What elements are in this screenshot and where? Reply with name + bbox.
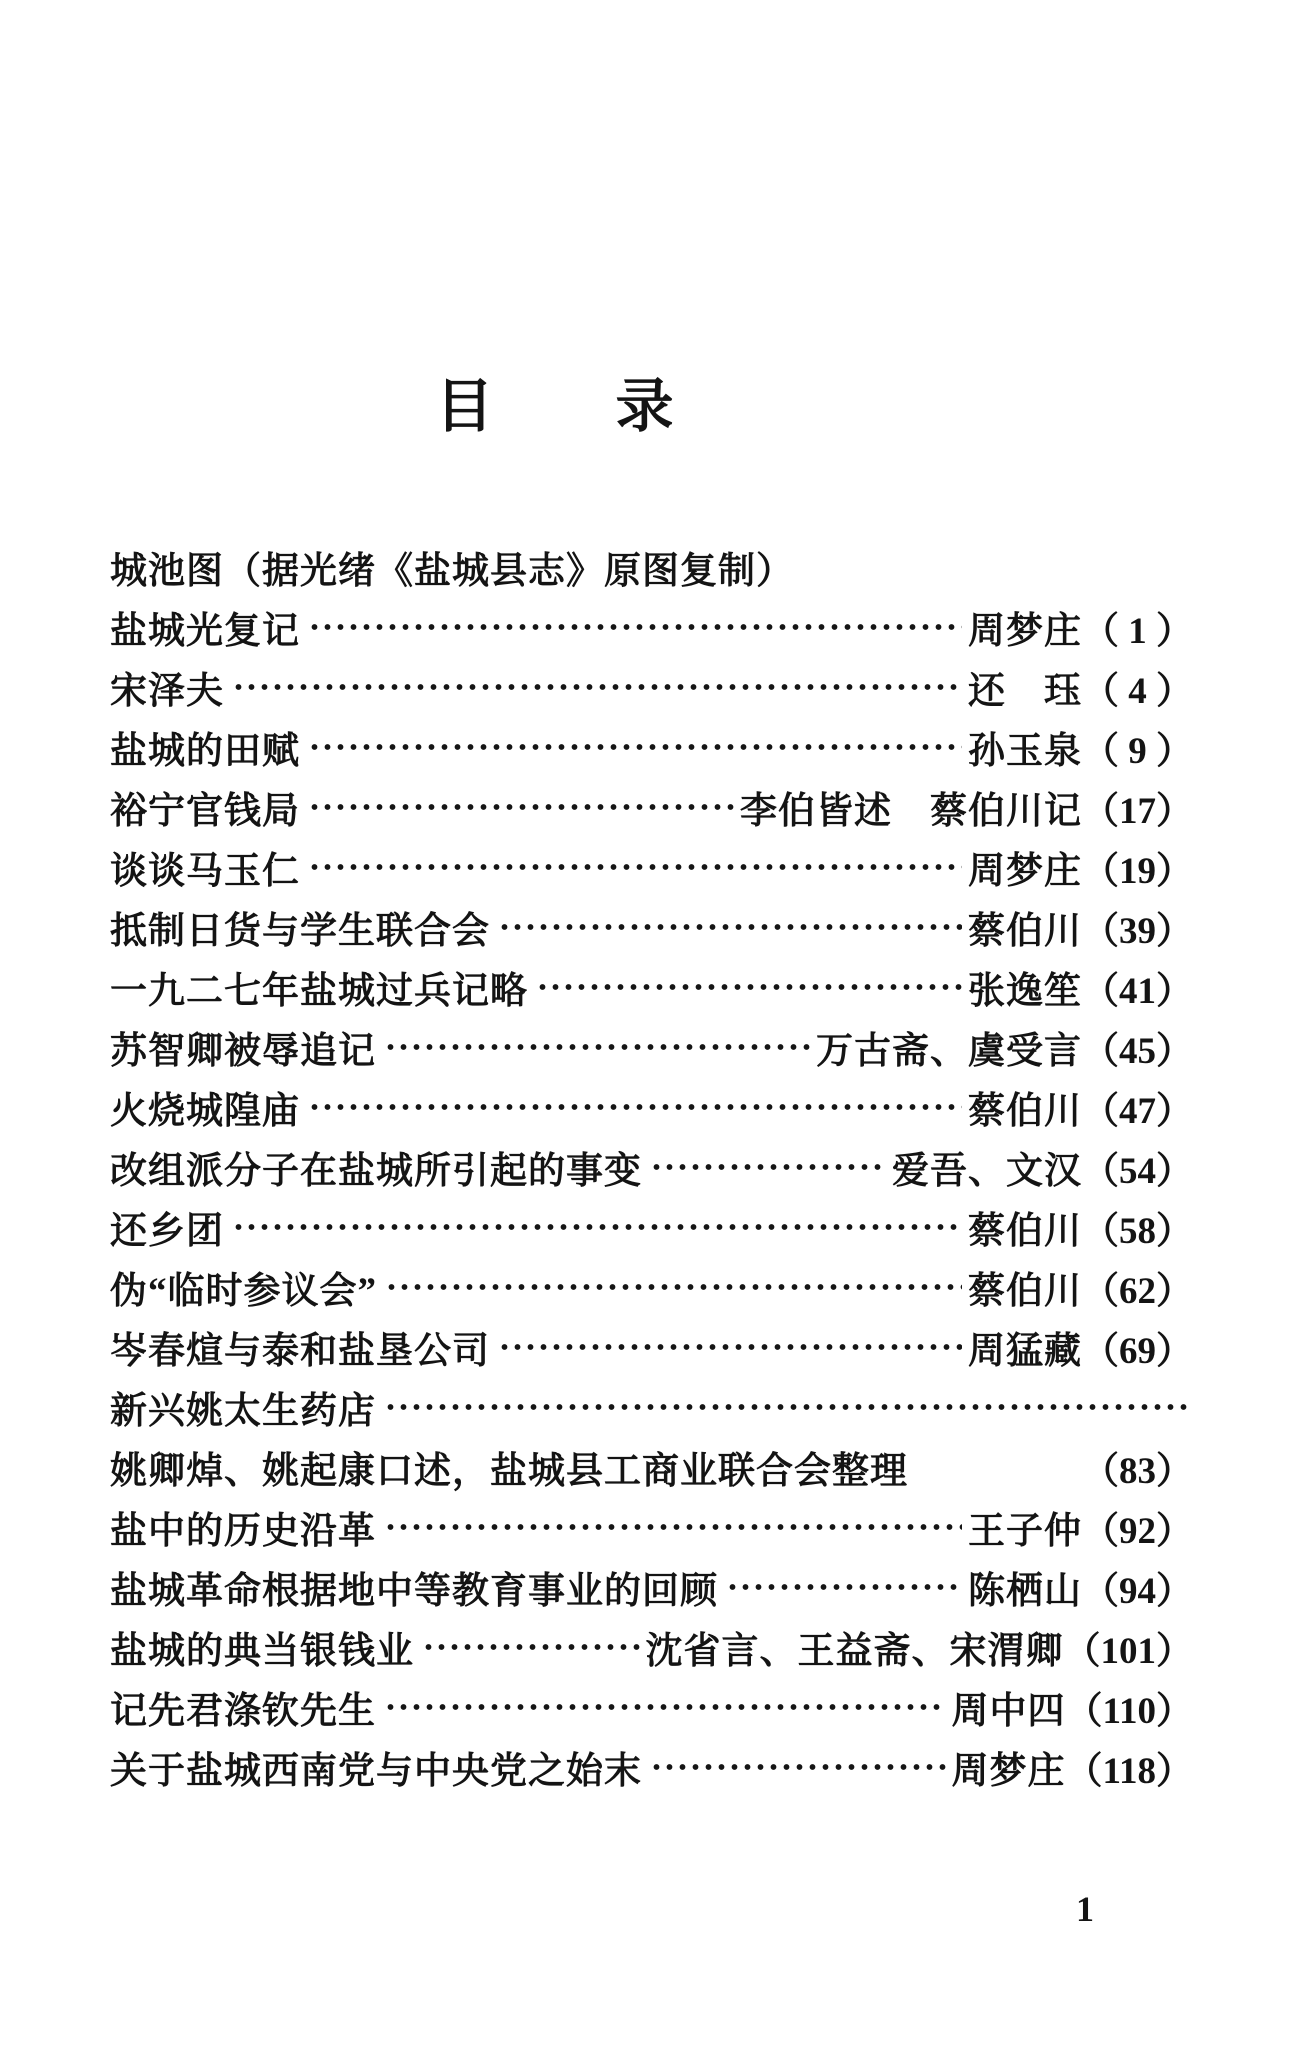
- dot-leader: [800, 537, 1187, 597]
- dot-leader: [306, 1077, 962, 1137]
- dot-leader: [382, 1377, 1187, 1437]
- toc-entry: [110, 777, 1193, 837]
- entry-author: 万古斋、虞受言: [816, 1031, 1082, 1072]
- entry-title: 一九二七年盐城过兵记略: [110, 971, 528, 1012]
- entry-page: （ 4 ）: [1082, 671, 1193, 712]
- dot-leader: [648, 1137, 886, 1197]
- page-title: 目 录: [435, 374, 676, 439]
- dot-leader: [382, 1677, 946, 1737]
- entry-title: 火烧城隍庙: [110, 1091, 300, 1132]
- toc-entry: [110, 1737, 1193, 1797]
- dot-leader: [383, 1257, 962, 1317]
- entry-page: （19）: [1082, 851, 1193, 892]
- entry-title: 宋泽夫: [110, 671, 224, 712]
- entry-page: （92）: [1082, 1511, 1193, 1552]
- toc-entry: [110, 897, 1193, 957]
- toc-entry: [110, 1017, 1193, 1077]
- entry-author: 王子仲: [968, 1511, 1082, 1552]
- entry-page: （54）: [1082, 1151, 1193, 1192]
- entry-page: （83）: [1082, 1451, 1193, 1492]
- entry-author: 孙玉泉: [968, 731, 1082, 772]
- dot-leader: [534, 957, 962, 1017]
- entry-author: 周梦庄: [951, 1751, 1066, 1792]
- dot-leader: [306, 777, 734, 837]
- entry-author: 周梦庄: [968, 851, 1082, 892]
- dot-leader: [382, 1497, 962, 1557]
- entry-author: 沈省言、王益斋、宋渭卿: [645, 1631, 1064, 1672]
- dot-leader: [306, 597, 962, 657]
- entry-title: 裕宁官钱局: [110, 791, 300, 832]
- dot-leader: [914, 1437, 1076, 1497]
- toc-entry: [110, 1317, 1193, 1377]
- entry-page: （58）: [1082, 1211, 1193, 1252]
- entry-author: 周猛藏: [968, 1331, 1082, 1372]
- toc-entry: [110, 1497, 1193, 1557]
- toc-entry: [110, 1437, 1193, 1497]
- dot-leader: [306, 717, 962, 777]
- toc-entry: [110, 837, 1193, 897]
- entry-title: 伪“临时参议会”: [110, 1271, 377, 1312]
- dot-leader: [382, 1017, 810, 1077]
- entry-title: 姚卿焯、姚起康口述，盐城县工商业联合会整理: [110, 1451, 908, 1492]
- folio-page-number: 1: [1076, 1889, 1094, 1929]
- dot-leader: [420, 1617, 640, 1677]
- entry-page: （39）: [1082, 911, 1193, 952]
- entry-title: 盐城革命根据地中等教育事业的回顾: [110, 1571, 718, 1612]
- entry-author: 蔡伯川: [968, 911, 1082, 952]
- toc-entry: [110, 1677, 1193, 1737]
- table-of-contents: [0, 537, 1301, 1797]
- entry-title: 改组派分子在盐城所引起的事变: [110, 1151, 642, 1192]
- toc-entry: [110, 1257, 1193, 1317]
- toc-entry: [110, 1137, 1193, 1197]
- toc-entry: [110, 537, 1193, 597]
- toc-entry: [110, 717, 1193, 777]
- entry-page: （101）: [1063, 1631, 1193, 1672]
- entry-title: 抵制日货与学生联合会: [110, 911, 490, 952]
- entry-author: 周梦庄: [968, 611, 1082, 652]
- entry-page: （ 9 ）: [1082, 731, 1193, 772]
- entry-page: （69）: [1082, 1331, 1193, 1372]
- toc-entry: [110, 1557, 1193, 1617]
- dot-leader: [648, 1737, 946, 1797]
- entry-author: 还 珏: [968, 671, 1082, 712]
- toc-entry: [110, 1377, 1193, 1437]
- dot-leader: [496, 1317, 962, 1377]
- entry-title: 新兴姚太生药店: [110, 1391, 376, 1432]
- entry-page: （41）: [1082, 971, 1193, 1012]
- entry-page: （47）: [1082, 1091, 1193, 1132]
- entry-title: 盐城的田赋: [110, 731, 300, 772]
- toc-entry: [110, 1617, 1193, 1677]
- entry-page: （62）: [1082, 1271, 1193, 1312]
- toc-entry: [110, 957, 1193, 1017]
- dot-leader: [724, 1557, 962, 1617]
- entry-title: 记先君涤钦先生: [110, 1691, 376, 1732]
- dot-leader: [230, 1197, 962, 1257]
- entry-title: 谈谈马玉仁: [110, 851, 300, 892]
- toc-entry: [110, 1077, 1193, 1137]
- entry-author: 张逸笙: [968, 971, 1082, 1012]
- entry-author: 周中四: [951, 1691, 1066, 1732]
- entry-author: 李伯皆述 蔡伯川记: [740, 791, 1082, 832]
- entry-author: 蔡伯川: [968, 1091, 1082, 1132]
- entry-author: 蔡伯川: [968, 1271, 1082, 1312]
- entry-title: 盐城光复记: [110, 611, 300, 652]
- toc-entry: [110, 657, 1193, 717]
- entry-author: 爱吾、文汉: [892, 1151, 1082, 1192]
- dot-leader: [306, 837, 962, 897]
- entry-title: 苏智卿被辱追记: [110, 1031, 376, 1072]
- dot-leader: [496, 897, 962, 957]
- entry-author: 蔡伯川: [968, 1211, 1082, 1252]
- toc-entry: [110, 597, 1193, 657]
- entry-title: 岑春煊与泰和盐垦公司: [110, 1331, 490, 1372]
- entry-title: 城池图（据光绪《盐城县志》原图复制）: [110, 551, 794, 592]
- dot-leader: [230, 657, 962, 717]
- entry-title: 盐城的典当银钱业: [110, 1631, 414, 1672]
- entry-author: 陈栖山: [968, 1571, 1082, 1612]
- entry-page: （17）: [1082, 791, 1193, 832]
- entry-page: （118）: [1065, 1751, 1193, 1792]
- entry-page: （94）: [1082, 1571, 1193, 1612]
- toc-entry: [110, 1197, 1193, 1257]
- entry-title: 关于盐城西南党与中央党之始末: [110, 1751, 642, 1792]
- entry-page: （ 1 ）: [1082, 611, 1193, 652]
- entry-page: （110）: [1065, 1691, 1193, 1732]
- entry-title: 还乡团: [110, 1211, 224, 1252]
- entry-page: （45）: [1082, 1031, 1193, 1072]
- entry-title: 盐中的历史沿革: [110, 1511, 376, 1552]
